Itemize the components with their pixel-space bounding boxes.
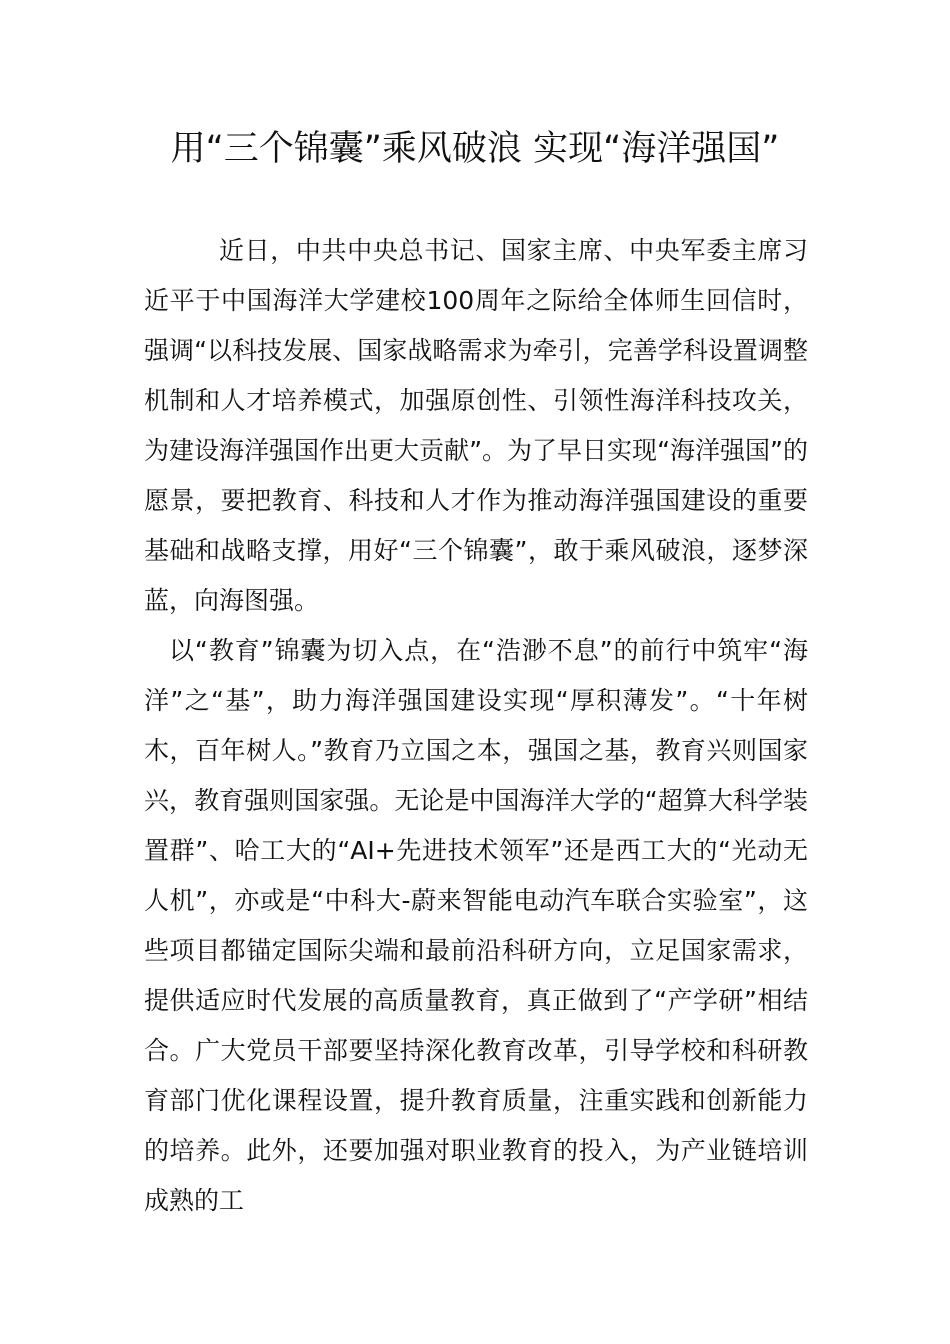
paragraph-education: 以“教育”锦囊为切入点，在“浩渺不息”的前行中筑牢“海洋”之“基”，助力海洋强国建设实现“厚积薄发”。“十年树木，百年树人。”教育乃立国之本，强国之基，教育兴则国家兴，教育强则国家强。无论是中国海洋大学的“超算大科学装置群”、哈工大的“AI+先进技术领军”还是西工大的“光动无人机”，亦或是“中科大-蔚来智能电动汽车联合实验室”，这些项目都锚定国际尖端和最前沿科研方向，立足国家需求，提供适应时代发展的高质量教育，真正做到了“产学研”相结合。广大党员干部要坚持深化教育改革，引导学校和科研教育部门优化课程设置，提升教育质量，注重实践和创新能力的培养。此外，还要加强对职业教育的投入，为产业链培训成熟的工: [144, 636, 808, 1215]
paragraph-intro: 近日，中共中央总书记、国家主席、中央军委主席习近平于中国海洋大学建校100周年之际给全体师生回信时，强调“以科技发展、国家战略需求为牵引，完善学科设置调整机制和人才培养模式，加强原创性、引领性海洋科技攻关，为建设海洋强国作出更大贡献”。为了早日实现“海洋强国”的愿景，要把教育、科技和人才作为推动海洋强国建设的重要基础和战略支撑，用好“三个锦囊”，敢于乘风破浪，逐梦深蓝，向海图强。: [144, 236, 808, 615]
document-title: 用“三个锦囊”乘风破浪 实现“海洋强国”: [170, 129, 780, 169]
document-body: [144, 226, 808, 1226]
